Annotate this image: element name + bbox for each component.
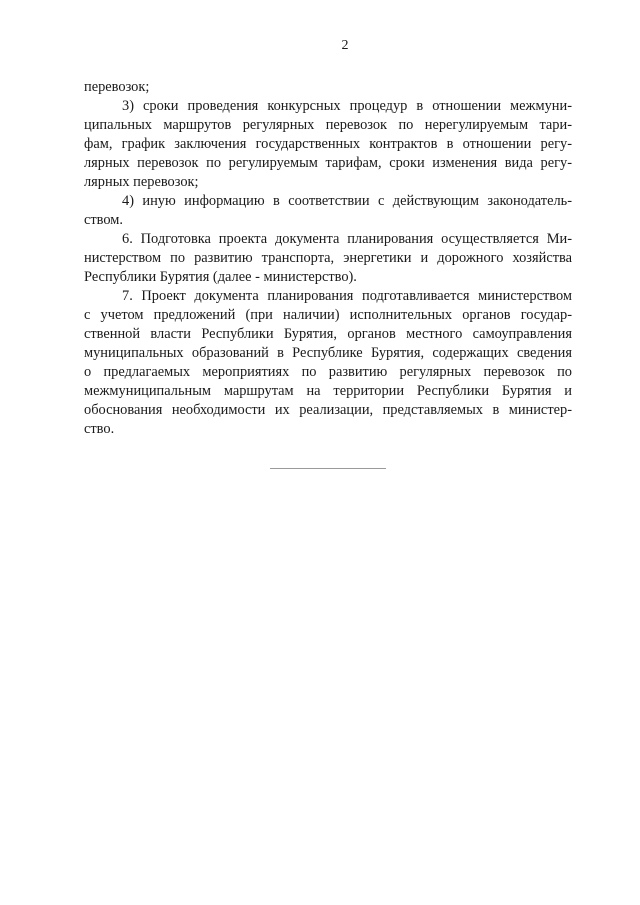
paragraph-line: лярных перевозок;: [84, 174, 199, 190]
paragraph-line: ство.: [84, 421, 115, 437]
paragraph-line: с учетом предложений (при наличии) исполнительных органов государ-: [84, 307, 572, 323]
paragraph-line: 4) иную информацию в соответствии с действующим законодатель-: [122, 193, 572, 209]
paragraph-line: 7. Проект документа планирования подготавливается министерством: [122, 288, 572, 304]
paragraph-line: лярных перевозок по регулируемым тарифам, сроки изменения вида регу-: [84, 155, 572, 171]
document-body: [84, 78, 572, 439]
paragraph-line: фам, график заключения государственных контрактов в отношении регу-: [84, 136, 572, 152]
paragraph-line: 3) сроки проведения конкурсных процедур в отношении межмуни-: [122, 98, 572, 114]
paragraph-line: муниципальных образований в Республике Бурятия, содержащих сведения: [84, 345, 572, 361]
paragraph-line: Республики Бурятия (далее - министерство).: [84, 269, 357, 285]
paragraph-line: обоснования необходимости их реализации, представляемых в министер-: [84, 402, 572, 418]
paragraph-line: ством.: [84, 212, 123, 228]
paragraph-line: межмуниципальным маршрутам на территории Республики Бурятия и: [84, 383, 572, 399]
paragraph-line: о предлагаемых мероприятиях по развитию регулярных перевозок по: [84, 364, 572, 380]
paragraph-line: перевозок;: [84, 79, 150, 95]
paragraph-line: нистерством по развитию транспорта, энергетики и дорожного хозяйства: [84, 250, 572, 266]
paragraph-line: ципальных маршрутов регулярных перевозок по нерегулируемым тари-: [84, 117, 572, 133]
end-separator-line: [270, 468, 386, 469]
page-number: 2: [341, 38, 349, 53]
paragraph-line: 6. Подготовка проекта документа планирования осуществляется Ми-: [122, 231, 572, 247]
paragraph-line: ственной власти Республики Бурятия, органов местного самоуправления: [84, 326, 572, 342]
